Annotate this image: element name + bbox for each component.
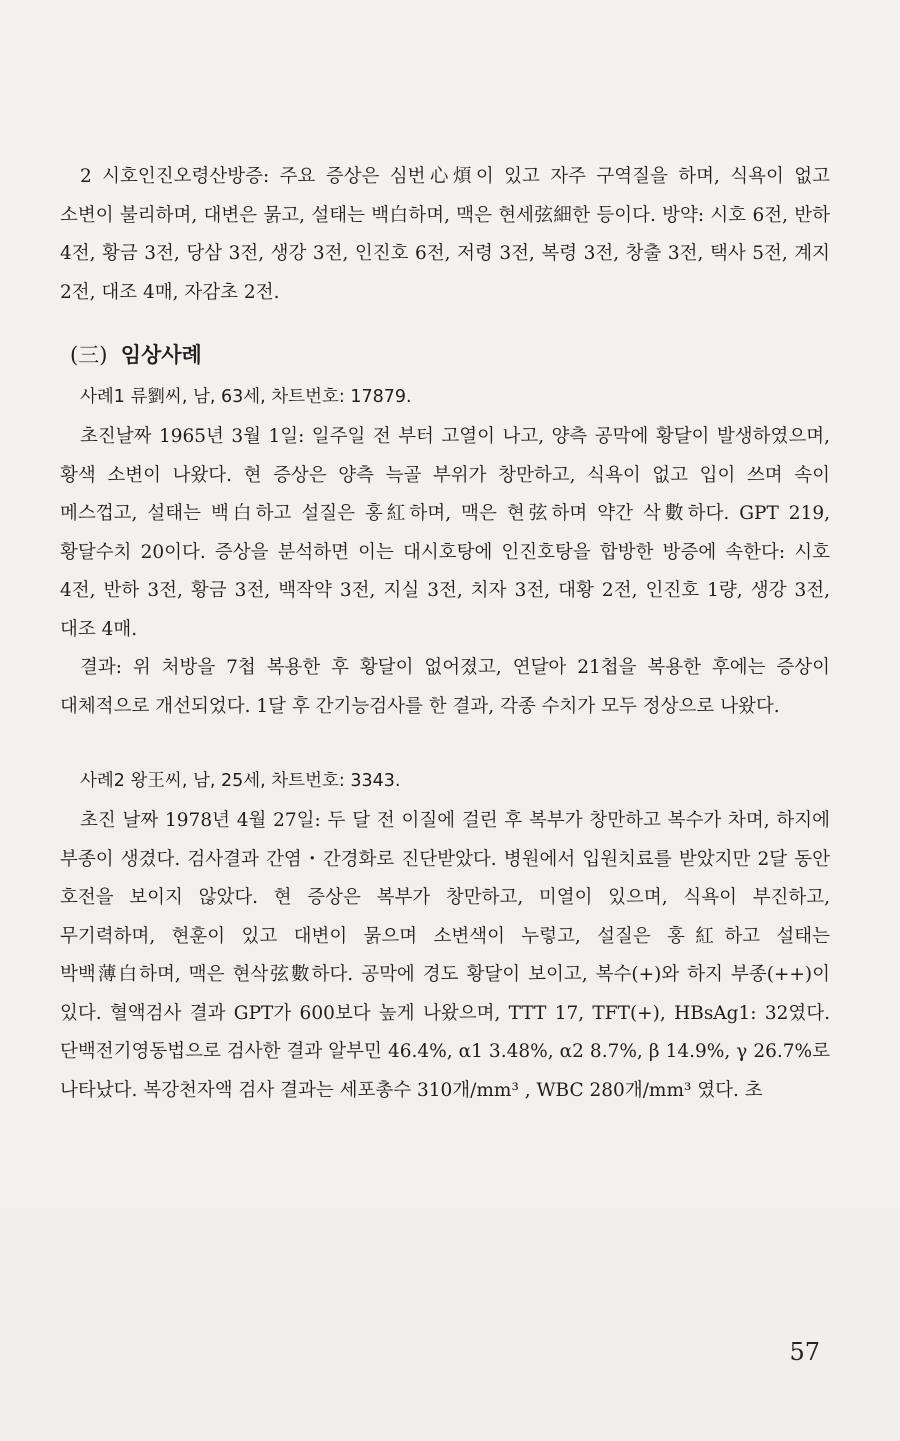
page-body xyxy=(60,158,830,1110)
case1-result: 결과: 위 처방을 7첩 복용한 후 황달이 없어졌고, 연달아 21첩을 복용한 후에는 증상이 대체적으로 개선되었다. 1달 후 간기능검사를 한 결과, 각종 수치가 모두 정상으로 나왔다. xyxy=(60,657,830,717)
case2-first-visit: 초진 날짜 1978년 4월 27일: 두 달 전 이질에 걸린 후 복부가 창만하고 복수가 차며, 하지에 부종이 생겼다. 검사결과 간염・간경화로 진단받았다. 병원에서 입원치료를 받았지만 2달 동안 호전을 보이지 않았다. 현 증상은 복부가 창만하고, 미열이 있으며, 식욕이 부진하고, 무기력하며, 현훈이 있고 대변이 묽으며 소변색이 누렇고, 설질은 홍紅하고 설태는 박백薄白하며, 맥은 현삭弦數하다. 공막에 경도 황달이 보이고, 복수(+)와 하지 부종(++)이 있다. 혈액검사 결과 GPT가 600보다 높게 나왔으며, TTT 17, TFT(+), HBsAg1: 32였다. 단백전기영동법으로 검사한 결과 알부민 46.4%, α1 3.48%, α2 8.7%, β 14.9%, γ 26.7%로 나타났다. 복강천자액 검사 결과는 세포총수 310개/mm³ , WBC 280개/mm³ 였다. 초 xyxy=(60,810,830,1101)
case1-header: 사례1 류劉씨, 남, 63세, 차트번호: 17879. xyxy=(80,387,412,407)
case1-first-visit: 초진날짜 1965년 3월 1일: 일주일 전 부터 고열이 나고, 양측 공막에 황달이 발생하였으며, 황색 소변이 나왔다. 현 증상은 양측 늑골 부위가 창만하고, 식욕이 없고 입이 쓰며 속이 메스껍고, 설태는 백白하고 설질은 홍紅하며, 맥은 현弦하며 약간 삭數하다. GPT 219, 황달수치 20이다. 증상을 분석하면 이는 대시호탕에 인진호탕을 합방한 방증에 속한다: 시호 4전, 반하 3전, 황금 3전, 백작약 3전, 지실 3전, 치자 3전, 대황 2전, 인진호 1량, 생강 3전, 대조 4매. xyxy=(60,426,830,640)
section-title: 임상사례 xyxy=(120,343,202,367)
section-number: (三) xyxy=(70,343,108,367)
paragraph-prescription-2: 2 시호인진오령산방증: 주요 증상은 심번心煩이 있고 자주 구역질을 하며, 식욕이 없고 소변이 불리하며, 대변은 묽고, 설태는 백白하며, 맥은 현세弦細한 등이다. 방약: 시호 6전, 반하 4전, 황금 3전, 당삼 3전, 생강 3전, 인진호 6전, 저령 3전, 복령 3전, 창출 3전, 택사 5전, 계지 2전, 대조 4매, 자감초 2전. xyxy=(60,166,830,303)
page-number: 57 xyxy=(789,1338,820,1366)
case2-header: 사례2 왕王씨, 남, 25세, 차트번호: 3343. xyxy=(80,771,401,791)
section-heading xyxy=(60,338,830,372)
